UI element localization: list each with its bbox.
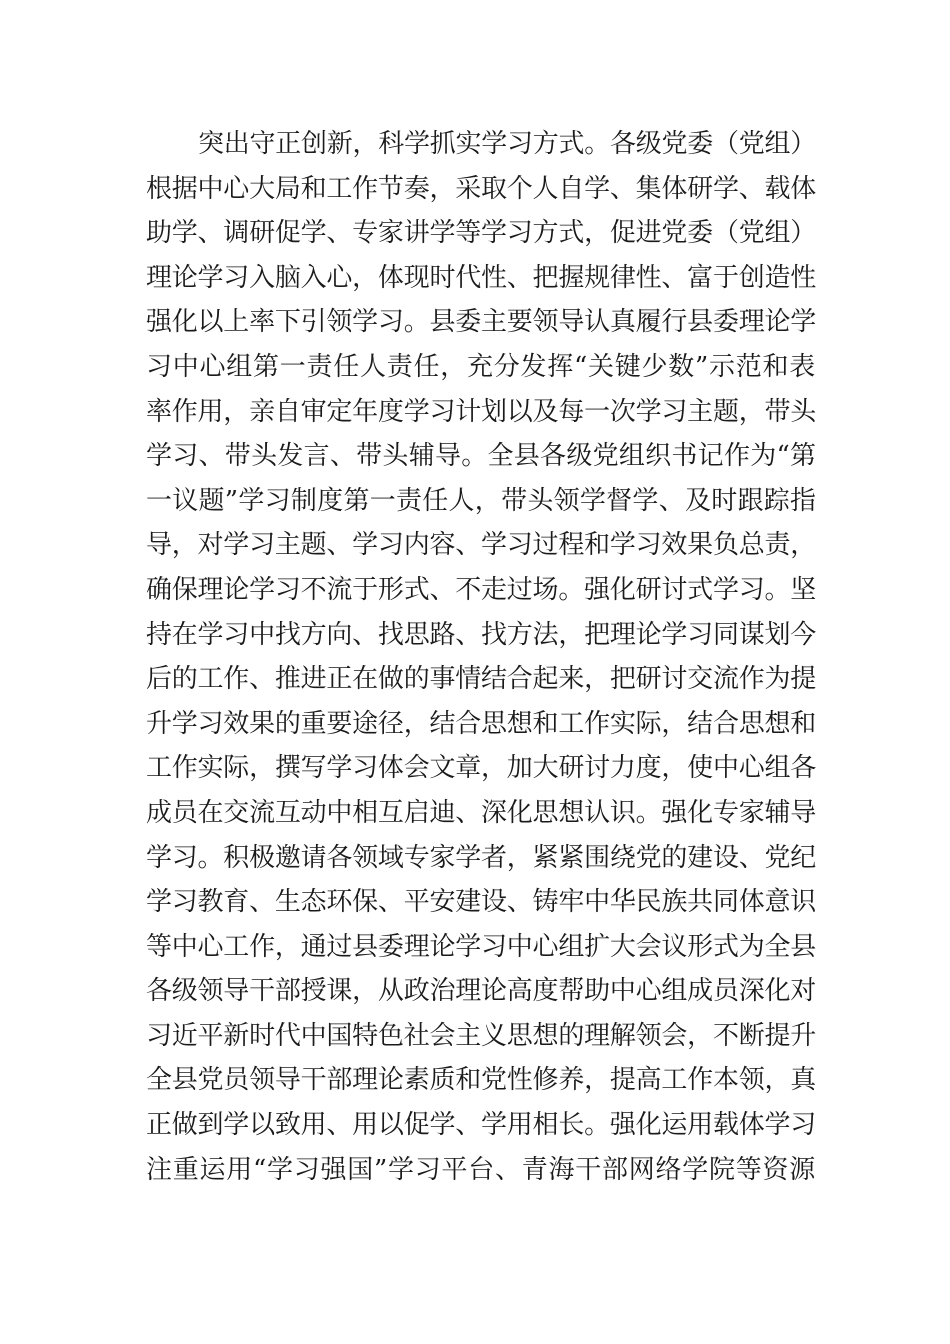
text-line: 全县党员领导干部理论素质和党性修养，提高工作本领，真	[146, 1065, 817, 1096]
text-line: 确保理论学习不流于形式、不走过场。强化研讨式学习。坚	[146, 574, 817, 605]
text-line: 后的工作、推进正在做的事情结合起来，把研讨交流作为提	[146, 664, 817, 695]
text-line: 学习。积极邀请各领域专家学者，紧紧围绕党的建设、党纪	[146, 842, 817, 873]
text-line: 突出守正创新，科学抓实学习方式。各级党委（党组）	[198, 129, 817, 159]
text-line: 习中心组第一责任人责任，充分发挥“关键少数”示范和表	[146, 351, 816, 382]
text-line: 学习、带头发言、带头辅导。全县各级党组织书记作为“第	[146, 441, 817, 472]
text-line: 注重运用“学习强国”学习平台、青海干部网络学院等资源	[146, 1154, 816, 1185]
text-line: 导，对学习主题、学习内容、学习过程和学习效果负总责，	[146, 530, 817, 561]
body-paragraph	[146, 122, 816, 1192]
text-line: 习近平新时代中国特色社会主义思想的理解领会，不断提升	[146, 1020, 817, 1051]
text-line: 正做到学以致用、用以促学、学用相长。强化运用载体学习	[146, 1110, 817, 1141]
text-line: 各级领导干部授课，从政治理论高度帮助中心组成员深化对	[146, 976, 817, 1007]
text-line: 率作用，亲自审定年度学习计划以及每一次学习主题，带头	[146, 396, 817, 427]
text-line: 成员在交流互动中相互启迪、深化思想认识。强化专家辅导	[146, 797, 817, 828]
text-line: 助学、调研促学、专家讲学等学习方式，促进党委（党组）	[146, 218, 817, 249]
text-line: 持在学习中找方向、找思路、找方法，把理论学习同谋划今	[146, 619, 817, 650]
text-line: 升学习效果的重要途径，结合思想和工作实际，结合思想和	[146, 708, 817, 739]
text-line: 学习教育、生态环保、平安建设、铸牢中华民族共同体意识	[146, 887, 817, 918]
text-line: 一议题”学习制度第一责任人，带头领学督学、及时跟踪指	[146, 485, 817, 516]
text-line: 强化以上率下引领学习。县委主要领导认真履行县委理论学	[146, 307, 817, 338]
text-line: 等中心工作，通过县委理论学习中心组扩大会议形式为全县	[146, 931, 817, 962]
text-line: 工作实际，撰写学习体会文章，加大研讨力度，使中心组各	[146, 753, 817, 784]
text-line: 根据中心大局和工作节奏，采取个人自学、集体研学、载体	[146, 173, 817, 204]
text-line: 理论学习入脑入心，体现时代性、把握规律性、富于创造性	[146, 262, 817, 293]
